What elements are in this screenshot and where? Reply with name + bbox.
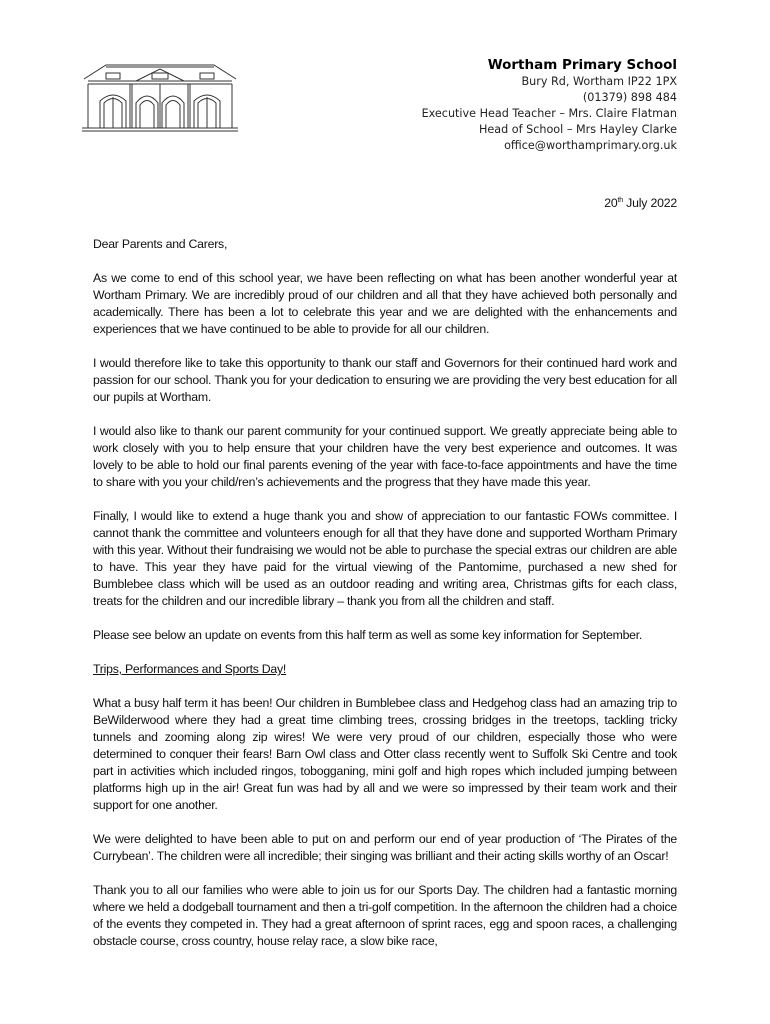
paragraph: As we come to end of this school year, we have been reflecting on what has been another wonderful year at Wortham Primary. We are incredibly proud of our children and all that they have achieved both personally and academically. There has been a lot to celebrate this year and we are delighted with the enhancements and experiences that we have continued to be able to provide for all our children. [93,271,677,336]
school-letterhead [422,56,677,154]
letter-date [604,196,677,210]
head-of-school: Head of School – Mrs Hayley Clarke [478,123,677,136]
date-month-year: July 2022 [622,196,677,210]
date-suffix: th [617,197,623,204]
letter-body [93,236,677,967]
salutation: Dear Parents and Carers, [93,237,228,251]
school-address: Bury Rd, Wortham IP22 1PX [521,75,677,88]
paragraph: I would also like to thank our parent community for your continued support. We greatly appreciate being able to work closely with you to help ensure that your children have the very best experience and outcomes. It was lovely to be able to hold our final parents evening of the year with face-to-face appointments and have the time to share with you your child/ren’s achievements and the progress that they have made this year. [93,424,677,489]
school-name: Wortham Primary School [487,57,677,73]
executive-head: Executive Head Teacher – Mrs. Claire Flatman [421,107,677,120]
paragraph: Finally, I would like to extend a huge thank you and show of appreciation to our fantastic FOWs committee. I cannot thank the committee and volunteers enough for all that they have done and supported Wortham Primary with this year. Without their fundraising we would not be able to purchase the special extras our children are able to have. This year they have paid for the virtual viewing of the Pantomime, purchased a new shed for Bumblebee class which will be used as an outdoor reading and writing area, Christmas gifts for each class, treats for the children and our incredible library – thank you from all the children and staff. [93,509,677,608]
school-building-logo [80,55,240,135]
paragraph: I would therefore like to take this opportunity to thank our staff and Governors for their continued hard work and passion for our school. Thank you for your dedication to ensuring we are providing the very best education for all our pupils at Wortham. [93,356,677,404]
paragraph: What a busy half term it has been! Our children in Bumblebee class and Hedgehog class had an amazing trip to BeWilderwood where they had a great time climbing trees, crossing bridges in the treetops, tackling tricky tunnels and zooming along zip wires! We were very proud of our children, especially those who were determined to conquer their fears! Barn Owl class and Otter class recently went to Suffolk Ski Centre and took part in activities which included ringos, tobogganing, mini golf and high ropes which included jumping between platforms high up in the air! Great fun was had by all and we were so impressed by their team work and their support for one another. [93,696,677,812]
section-heading: Trips, Performances and Sports Day! [93,662,287,676]
paragraph: Thank you to all our families who were able to join us for our Sports Day. The children had a fantastic morning where we held a dodgeball tournament and then a tri-golf competition. In the afternoon the children had a choice of the events they competed in. They had a great afternoon of sprint races, egg and spoon races, a challenging obstacle course, cross country, house relay race, a slow bike race, [93,883,677,948]
paragraph: We were delighted to have been able to put on and perform our end of year production of ‘The Pirates of the Currybean’. The children were all incredible; their singing was brilliant and their acting skills worthy of an Oscar! [93,832,677,863]
school-email: office@worthamprimary.org.uk [504,139,677,152]
paragraph: Please see below an update on events from this half term as well as some key information for September. [93,628,643,642]
school-phone: (01379) 898 484 [582,91,677,104]
date-day: 20 [604,196,618,210]
